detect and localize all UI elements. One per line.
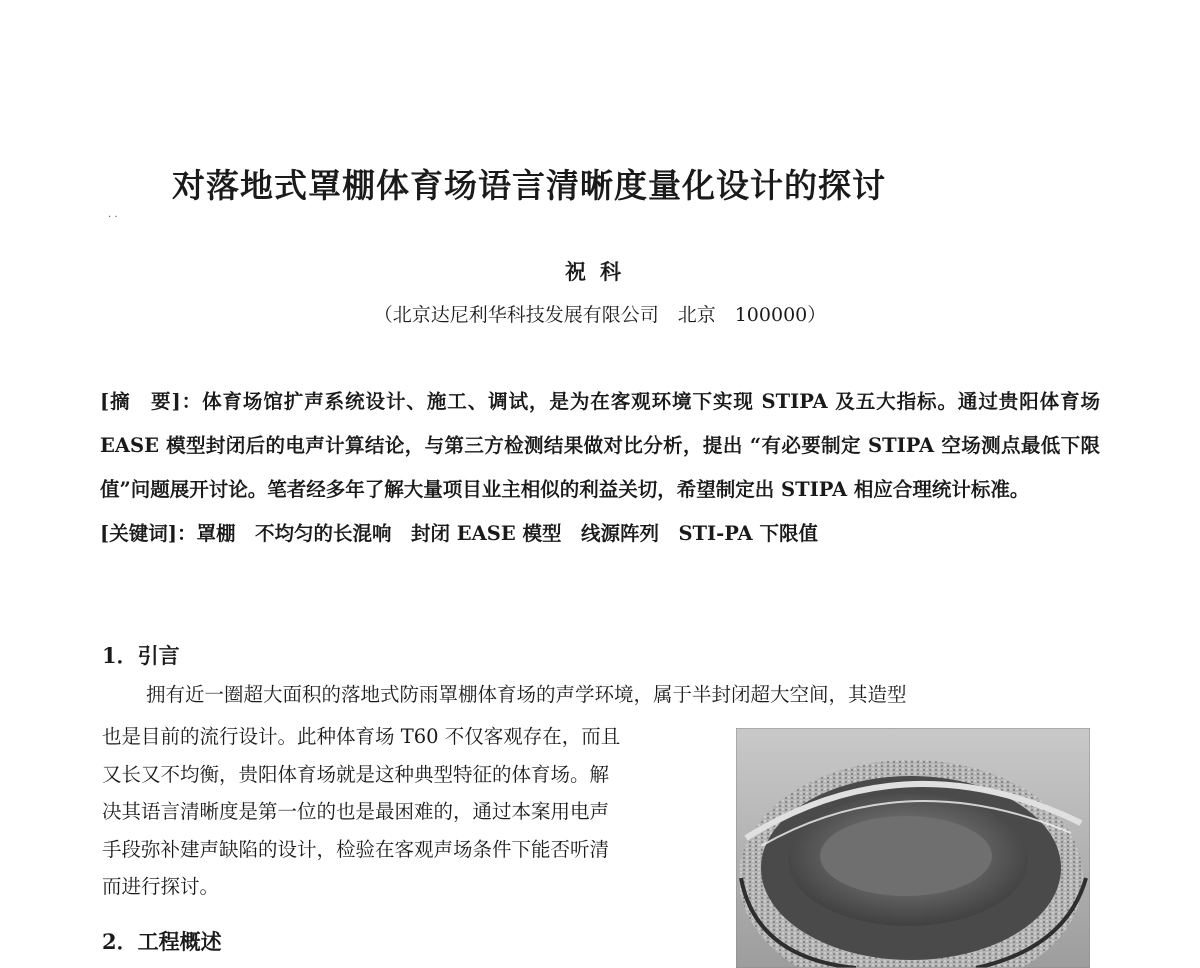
abstract-label: [摘 要]： — [100, 390, 203, 413]
abstract-text: 体育场馆扩声系统设计、施工、调试，是为在客观环境下实现 STIPA 及五大指标。通过贵阳体育场 EASE 模型封闭后的电声计算结论，与第三方检测结果做对比分析，提出 “有必要制定 STIPA 空场测点最低下限值”问题展开讨论。笔者经多年了解大量项目业主相似的利益关切，希望制定出 STIPA 相应合理统计标准。 — [100, 390, 1101, 501]
intro-line-5: 手段弥补建声缺陷的设计，检验在客观声场条件下能否听清 — [102, 837, 610, 861]
scan-specks: · · — [108, 212, 118, 223]
intro-line-6: 而进行探讨。 — [102, 875, 220, 898]
keywords-text: 罩棚 不均匀的长混响 封闭 EASE 模型 线源阵列 STI-PA 下限值 — [196, 522, 818, 545]
keywords-line — [100, 512, 1100, 556]
intro-paragraph — [102, 718, 717, 906]
section-heading-introduction: 1．引言 — [102, 643, 180, 668]
intro-line-3: 又长又不均衡，贵阳体育场就是这种典型特征的体育场。解 — [102, 762, 610, 786]
abstract-block — [100, 380, 1100, 556]
author-affiliation: （北京达尼利华科技发展有限公司 北京 100000） — [373, 304, 827, 326]
author-name: 祝科 — [565, 259, 635, 284]
intro-line-4: 决其语言清晰度是第一位的也是最困难的，通过本案用电声 — [102, 800, 610, 823]
abstract-paragraph — [100, 380, 1100, 512]
intro-line-1: 拥有近一圈超大面积的落地式防雨罩棚体育场的声学环境，属于半封闭超大空间，其造型 — [146, 683, 907, 706]
stadium-photo-graphic — [736, 728, 1090, 968]
intro-line-2: 也是目前的流行设计。此种体育场 T60 不仅客观存在，而且 — [102, 725, 621, 748]
paper-title: 对落地式罩棚体育场语言清晰度量化设计的探讨 — [172, 166, 886, 205]
stadium-photo — [736, 728, 1090, 968]
section-heading-project-overview: 2．工程概述 — [102, 929, 222, 954]
keywords-label: [关键词]： — [100, 522, 197, 545]
